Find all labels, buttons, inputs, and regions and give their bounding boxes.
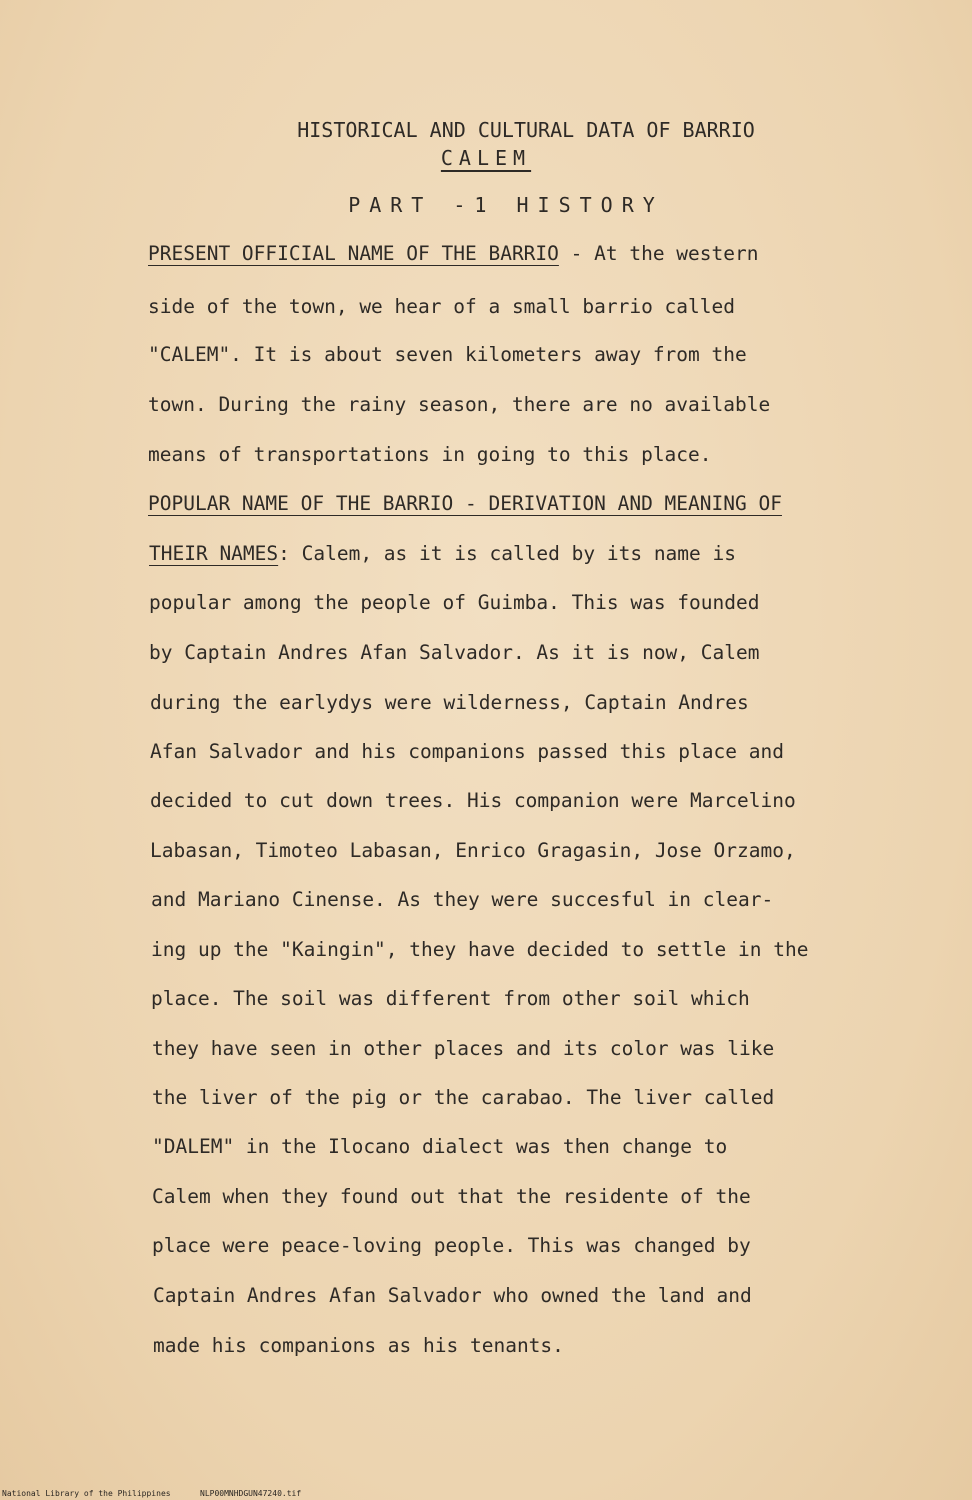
body-line: popular among the people of Guimba. This was founded [149, 591, 760, 614]
document-title: HISTORICAL AND CULTURAL DATA OF BARRIO [297, 118, 755, 142]
body-line: Calem when they found out that the residente of the [152, 1185, 751, 1208]
body-line: Captain Andres Afan Salvador who owned the land and [153, 1284, 752, 1307]
body-line: they have seen in other places and its color was like [152, 1037, 775, 1060]
part-heading: PART -1 HISTORY [348, 193, 664, 217]
footer-file-name: NLP00MNHDGUN47240.tif [200, 1489, 302, 1498]
body-line: made his companions as his tenants. [153, 1334, 564, 1357]
body-line: by Captain Andres Afan Salvador. As it is now, Calem [149, 641, 760, 664]
body-line: Afan Salvador and his companions passed this place and [150, 740, 784, 763]
body-line: "CALEM". It is about seven kilometers away from the [148, 343, 747, 366]
body-line: decided to cut down trees. His companion were Marcelino [150, 789, 796, 812]
body-line: town. During the rainy season, there are no available [148, 393, 771, 416]
body-line: Labasan, Timoteo Labasan, Enrico Gragasin, Jose Orzamo, [150, 839, 796, 862]
section-heading-popular-name: POPULAR NAME OF THE BARRIO - DERIVATION AND MEANING OF [148, 492, 782, 515]
body-line: the liver of the pig or the carabao. The liver called [152, 1086, 775, 1109]
body-line: "DALEM" in the Ilocano dialect was then change to [152, 1135, 728, 1158]
body-line: side of the town, we hear of a small barrio called [148, 295, 735, 318]
section-heading-official-name: PRESENT OFFICIAL NAME OF THE BARRIO [148, 242, 559, 265]
footer-library-credit: National Library of the Philippines [2, 1489, 171, 1498]
body-line: THEIR NAMES: Calem, as it is called by its name is [149, 542, 737, 565]
section-heading-their-names: THEIR NAMES [149, 542, 279, 565]
barrio-name-heading: CALEM [440, 146, 532, 170]
body-line: place were peace-loving people. This was changed by [152, 1234, 751, 1257]
body-line: place. The soil was different from other soil which [151, 987, 750, 1010]
body-line: during the earlydys were wilderness, Captain Andres [150, 691, 749, 714]
body-line: and Mariano Cinense. As they were succesful in clear- [151, 888, 774, 911]
body-line: means of transportations in going to this place. [148, 443, 712, 466]
body-line: PRESENT OFFICIAL NAME OF THE BARRIO - At the western [148, 242, 759, 265]
body-line: ing up the "Kaingin", they have decided to settle in the [151, 938, 809, 961]
